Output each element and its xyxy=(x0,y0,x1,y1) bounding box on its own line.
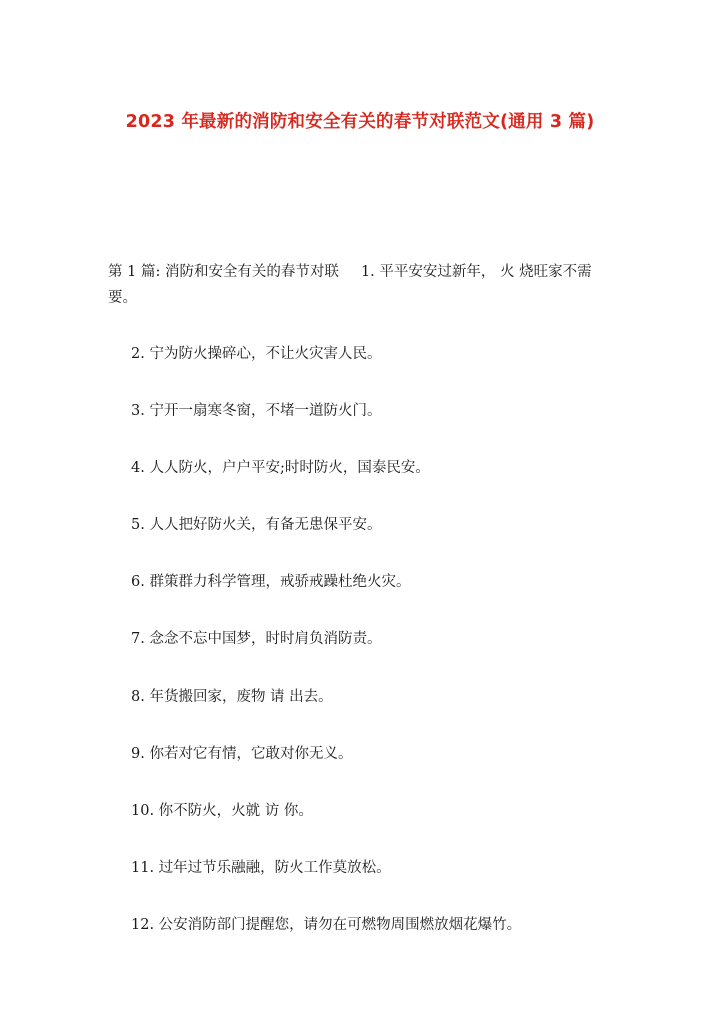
couplet-item: 3. 宁开一扇寒冬窗，不堵一道防火门。 xyxy=(131,403,382,420)
couplet-item: 8. 年货搬回家，废物 请 出去。 xyxy=(131,688,333,705)
section-intro xyxy=(108,259,608,311)
first-couplet: 1. 平平安安过新年， 火 烧旺家不需要。 xyxy=(108,264,592,306)
document-title: 2023 年最新的消防和安全有关的春节对联范文(通用 3 篇) xyxy=(125,112,595,132)
couplet-item: 12. 公安消防部门提醒您，请勿在可燃物周围燃放烟花爆竹。 xyxy=(131,916,522,933)
couplet-item: 2. 宁为防火操碎心，不让火灾害人民。 xyxy=(131,346,382,362)
couplet-item: 6. 群策群力科学管理，戒骄戒躁杜绝火灾。 xyxy=(131,574,411,591)
couplet-item: 7. 念念不忘中国梦，时时肩负消防责。 xyxy=(131,631,382,648)
section-lead: 第 1 篇: 消防和安全有关的春节对联 xyxy=(108,264,339,280)
couplet-item: 9. 你若对它有情，它敢对你无义。 xyxy=(131,745,353,762)
couplet-item: 4. 人人防火，户户平安;时时防火，国泰民安。 xyxy=(131,460,430,477)
couplet-item: 11. 过年过节乐融融，防火工作莫放松。 xyxy=(131,859,391,876)
couplet-item: 10. 你不防火，火就 访 你。 xyxy=(131,802,313,819)
couplet-item: 5. 人人把好防火关，有备无患保平安。 xyxy=(131,517,382,534)
couplet-list xyxy=(131,343,651,971)
